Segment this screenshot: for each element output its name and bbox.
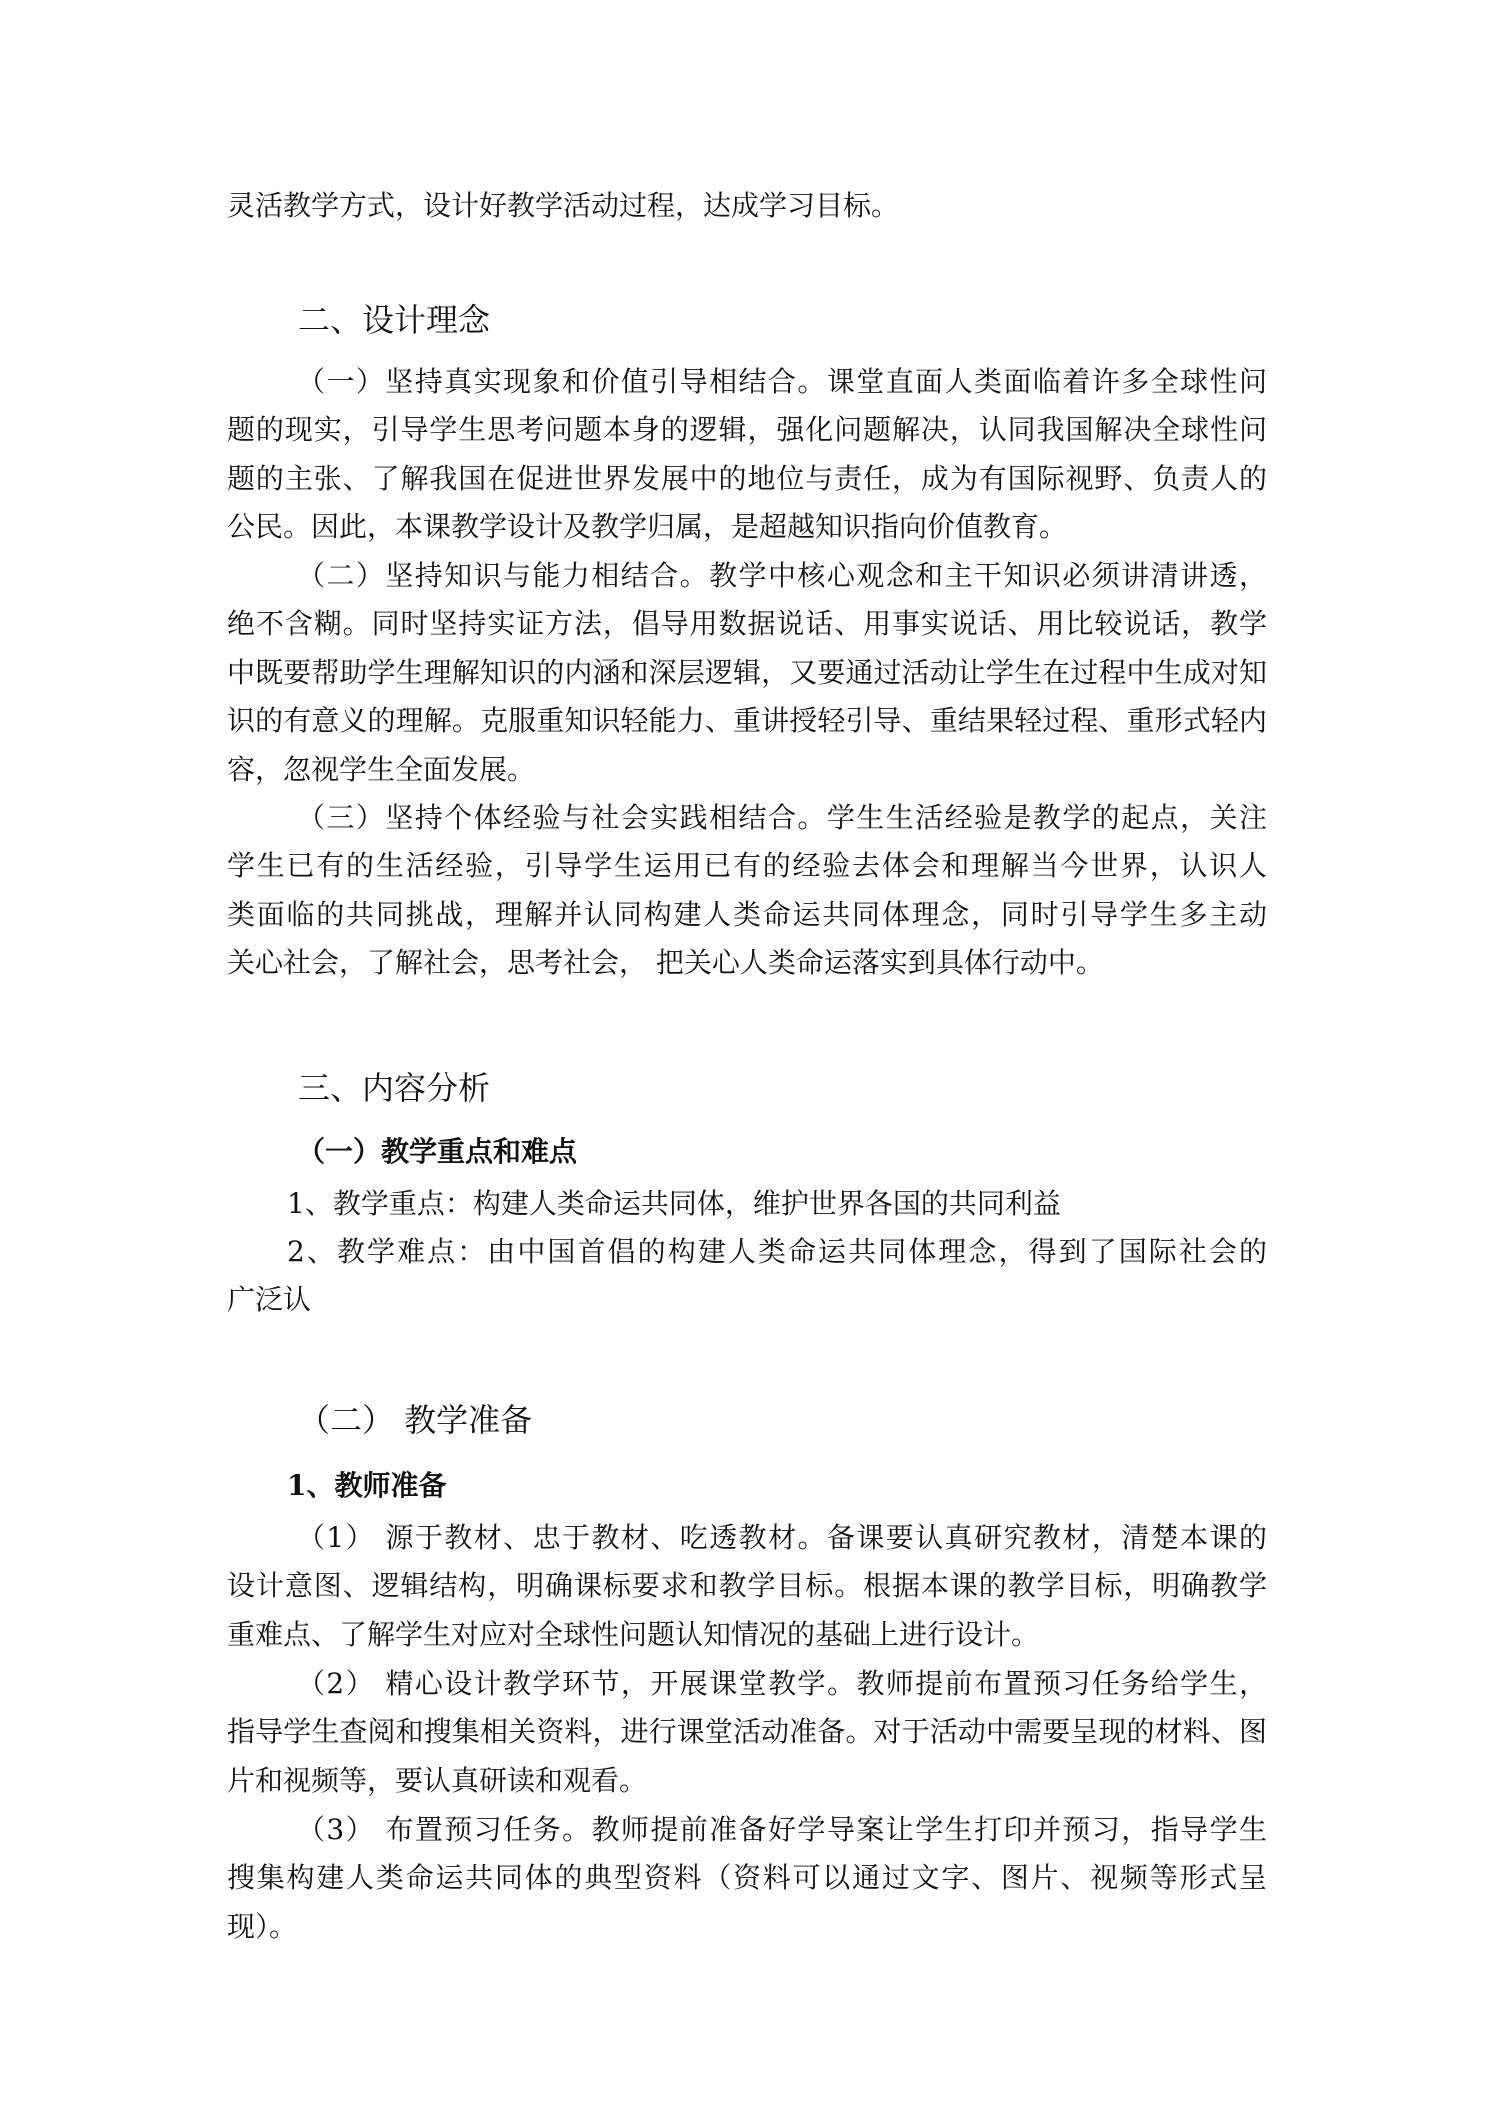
paragraph-key-point	[227, 1180, 1267, 1228]
section-heading-design-concept: 二、设计理念	[298, 301, 491, 339]
text-line: 学生已有的生活经验，引导学生运用已有的经验去体会和理解当今世界，认识人	[227, 849, 1267, 883]
subheading-key-points: （一）教学重点和难点	[297, 1135, 578, 1168]
text-line: （二）坚持知识与能力相结合。教学中核心观念和主干知识必须讲清讲透，	[297, 559, 1267, 592]
text-line: 题的主张、了解我国在促进世界发展中的地位与责任，成为有国际视野、负责人的	[227, 461, 1267, 495]
text-line: 题的现实，引导学生思考问题本身的逻辑，强化问题解决，认同我国解决全球性问	[227, 413, 1267, 447]
section-heading-teaching-preparation: （二） 教学准备	[298, 1401, 533, 1439]
text-line: 公民。因此，本课教学设计及教学归属，是超越知识指向价值教育。	[227, 510, 1068, 544]
text-line: （三）坚持个体经验与社会实践相结合。学生生活经验是教学的起点，关注	[297, 801, 1267, 834]
text-line: 容，忽视学生全面发展。	[227, 752, 536, 786]
text-line: 中既要帮助学生理解知识的内涵和深层逻辑，又要通过活动让学生在过程中生成对知	[227, 655, 1267, 689]
text-line: 类面临的共同挑战，理解并认同构建人类命运共同体理念，同时引导学生多主动	[227, 897, 1267, 931]
text-line: 灵活教学方式，设计好教学活动过程，达成学习目标。	[227, 189, 900, 222]
paragraph-teacher-prep-3	[227, 1806, 1267, 1951]
text-line: 片和视频等，要认真研读和观看。	[227, 1763, 648, 1797]
text-line: 重难点、了解学生对应对全球性问题认知情况的基础上进行设计。	[227, 1617, 1040, 1651]
text-line: （一）坚持真实现象和价值引导相结合。课堂直面人类面临着许多全球性问	[297, 365, 1267, 398]
text-line: 绝不含糊。同时坚持实证方法，倡导用数据说话、用事实说话、用比较说话，教学	[227, 607, 1267, 641]
text-line: （2） 精心设计教学环节，开展课堂教学。教师提前布置预习任务给学生，	[297, 1667, 1267, 1700]
text-line: 1、教学重点：构建人类命运共同体，维护世界各国的共同利益	[287, 1187, 1061, 1220]
paragraph-design-concept-1	[227, 358, 1267, 552]
paragraph-difficult-point	[227, 1228, 1267, 1325]
paragraph-teacher-prep-1	[227, 1514, 1267, 1659]
text-line: （1） 源于教材、忠于教材、吃透教材。备课要认真研究教材，清楚本课的	[297, 1521, 1267, 1554]
text-line: 搜集构建人类命运共同体的典型资料（资料可以通过文字、图片、视频等形式呈	[227, 1861, 1267, 1895]
intro-paragraph	[227, 182, 1267, 230]
text-line: 现）。	[227, 1909, 298, 1943]
paragraph-teacher-prep-2	[227, 1660, 1267, 1805]
text-line: 广泛认	[227, 1283, 312, 1317]
text-line: 识的有意义的理解。克服重知识轻能力、重讲授轻引导、重结果轻过程、重形式轻内	[227, 704, 1267, 738]
text-line: （3） 布置预习任务。教师提前准备好学导案让学生打印并预习，指导学生	[297, 1813, 1267, 1846]
paragraph-design-concept-2	[227, 552, 1267, 794]
text-line: 关心社会，了解社会，思考社会， 把关心人类命运落实到具体行动中。	[227, 946, 1104, 980]
text-line: 指导学生查阅和搜集相关资料，进行课堂活动准备。对于活动中需要呈现的材料、图	[227, 1715, 1267, 1749]
section-heading-content-analysis: 三、内容分析	[298, 1069, 491, 1107]
paragraph-design-concept-3	[227, 794, 1267, 988]
subheading-teacher-preparation: 1、教师准备	[287, 1469, 447, 1502]
text-line: 设计意图、逻辑结构，明确课标要求和教学目标。根据本课的教学目标，明确教学	[227, 1569, 1267, 1603]
text-line: 2、教学难点：由中国首倡的构建人类命运共同体理念，得到了国际社会的	[287, 1235, 1267, 1268]
